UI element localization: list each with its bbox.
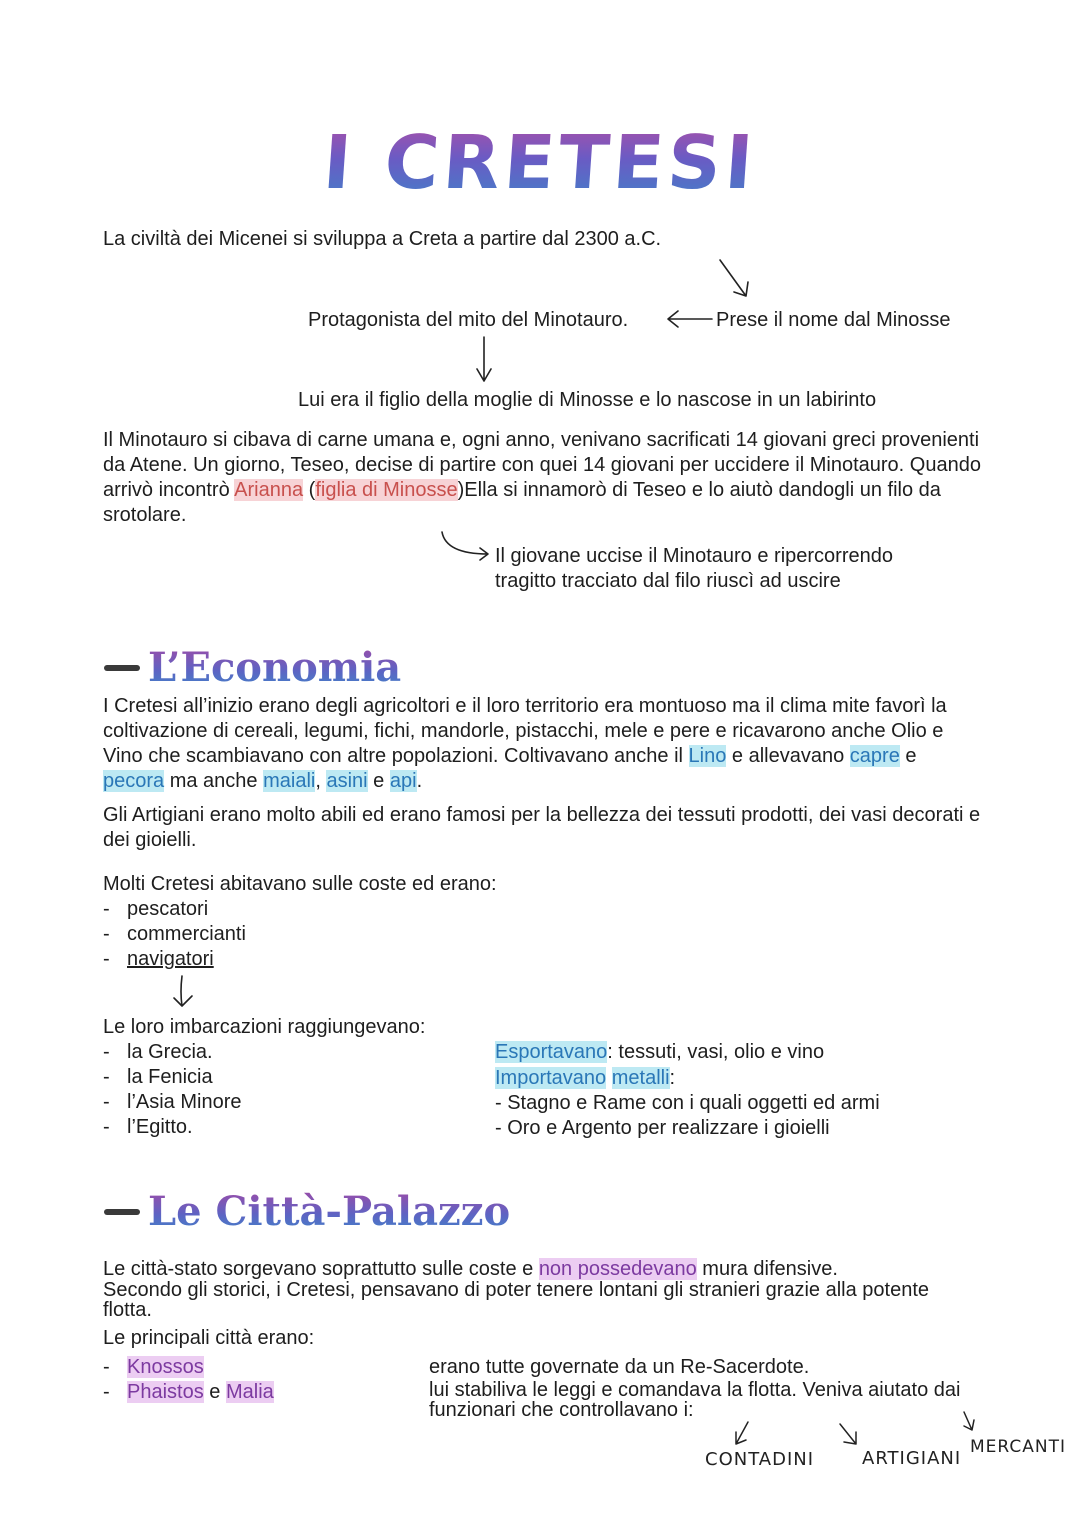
heading-dash (104, 665, 140, 671)
name-origin-text: Prese il nome dal Minosse (716, 309, 951, 331)
section-heading-citta-palazzo: Le Città-Palazzo (104, 1188, 510, 1236)
highlight-malia: Malia (225, 1381, 274, 1403)
import-item-2: - Oro e Argento per realizzare i gioielli (495, 1117, 830, 1139)
arrow-left-icon (662, 308, 714, 330)
intro-line: La civiltà dei Micenei si sviluppa a Creta a partire dal 2300 a.C. (103, 228, 662, 250)
arrow-down-icon (170, 974, 196, 1010)
arrow-down-icon (958, 1410, 980, 1434)
list-item: - l’Egitto. (103, 1115, 241, 1140)
highlight-knossos: Knossos (127, 1356, 204, 1378)
highlight-arianna: Arianna (234, 479, 304, 501)
heading-dash (104, 1209, 140, 1215)
highlight-maiali: maiali (263, 770, 316, 792)
myth-text: Protagonista del mito del Minotauro. (308, 309, 629, 331)
reach-intro: Le loro imbarcazioni raggiungevano: (103, 1016, 426, 1038)
list-item: - Phaistos e Malia (103, 1380, 274, 1405)
coast-intro: Molti Cretesi abitavano sulle coste ed erano: (103, 873, 497, 895)
list-item (103, 1355, 274, 1380)
arrow-down-right-icon (836, 1422, 862, 1448)
economia-paragraph-1: I Cretesi all’inizio erano degli agricoltori e il loro territorio era montuoso ma il clima mite favorì la coltivazione di cereali, legumi, fichi, mandorle, pistacchi, mele e pere e ricavarono anche Olio e Vino che scambiavano con altre popolazioni. Coltivavano anche il Lino e allevavano capre e pecora ma anche maiali, asini e api. (103, 695, 947, 792)
main-cities-intro: Le principali città erano: (103, 1327, 315, 1349)
highlight-esportavano: Esportavano (495, 1041, 608, 1063)
role-artigiani: ARTIGIANI (862, 1448, 962, 1469)
role-mercanti: MERCANTI (970, 1437, 1066, 1457)
cities-list (103, 1355, 274, 1405)
list-item: - commercianti (103, 922, 246, 947)
arrow-down-right-icon (716, 258, 756, 302)
son-text: Lui era il figlio della moglie di Minosse e lo nascose in un labirinto (298, 389, 877, 411)
highlight-phaistos: Phaistos (127, 1381, 204, 1403)
highlight-importavano: Importavano (495, 1067, 607, 1089)
arrow-down-left-icon (730, 1420, 754, 1448)
gov-line-2: lui stabiliva le leggi e comandava la flotta. Veniva aiutato dai funzionari che controllavano i: (429, 1379, 961, 1421)
highlight-lino: Lino (688, 745, 727, 767)
coast-list (103, 897, 246, 972)
list-item: - l’Asia Minore (103, 1090, 241, 1115)
highlight-api: api (389, 770, 417, 792)
page-title: I CRETESI (0, 118, 1080, 208)
highlight-metalli: metalli (611, 1067, 670, 1089)
role-contadini: CONTADINI (705, 1449, 815, 1470)
curved-arrow-icon (440, 530, 496, 564)
arrow-down-icon (472, 335, 496, 385)
export-line: Esportavano: tessuti, vasi, olio e vino (495, 1041, 825, 1063)
list-item: - pescatori (103, 897, 246, 922)
citta-paragraph-1: Le città-stato sorgevano soprattutto sulle coste e non possedevano mura difensive. (103, 1258, 838, 1280)
outcome-line-2: tragitto tracciato dal filo riuscì ad uscire (495, 570, 841, 592)
economia-paragraph-2: Gli Artigiani erano molto abili ed erano famosi per la bellezza dei tessuti prodotti, dei vasi decorati e dei gioielli. (103, 804, 981, 851)
highlight-asini: asini (326, 770, 368, 792)
highlight-capre: capre (849, 745, 900, 767)
import-item-1: - Stagno e Rame con i quali oggetti ed armi (495, 1092, 880, 1114)
list-item: - la Fenicia (103, 1065, 241, 1090)
highlight-figlia-di-minosse: figlia di Minosse (315, 479, 458, 501)
list-item: - la Grecia. (103, 1040, 241, 1065)
citta-paragraph-2: Secondo gli storici, i Cretesi, pensavano di poter tenere lontani gli stranieri grazie alla potente flotta. (103, 1279, 930, 1321)
gov-line-1: erano tutte governate da un Re-Sacerdote. (429, 1356, 810, 1378)
story-paragraph: Il Minotauro si cibava di carne umana e, ogni anno, venivano sacrificati 14 giovani greci provenienti da Atene. Un giorno, Teseo, decise di partire con quei 14 giovani per uccidere il Minotauro. Quando arrivò incontrò Arianna (figlia di Minosse)Ella si innamorò di Teseo e lo aiutò dandogli un filo da srotolare. (103, 429, 981, 526)
list-item: - navigatori (103, 947, 246, 972)
highlight-non-possedevano: non possedevano (538, 1258, 697, 1280)
outcome-line-1: Il giovane uccise il Minotauro e ripercorrendo (495, 545, 893, 567)
import-line: Importavano metalli: (495, 1067, 676, 1089)
section-heading-economia: L’Economia (104, 644, 401, 692)
highlight-pecora: pecora (103, 770, 165, 792)
reach-list (103, 1040, 241, 1140)
